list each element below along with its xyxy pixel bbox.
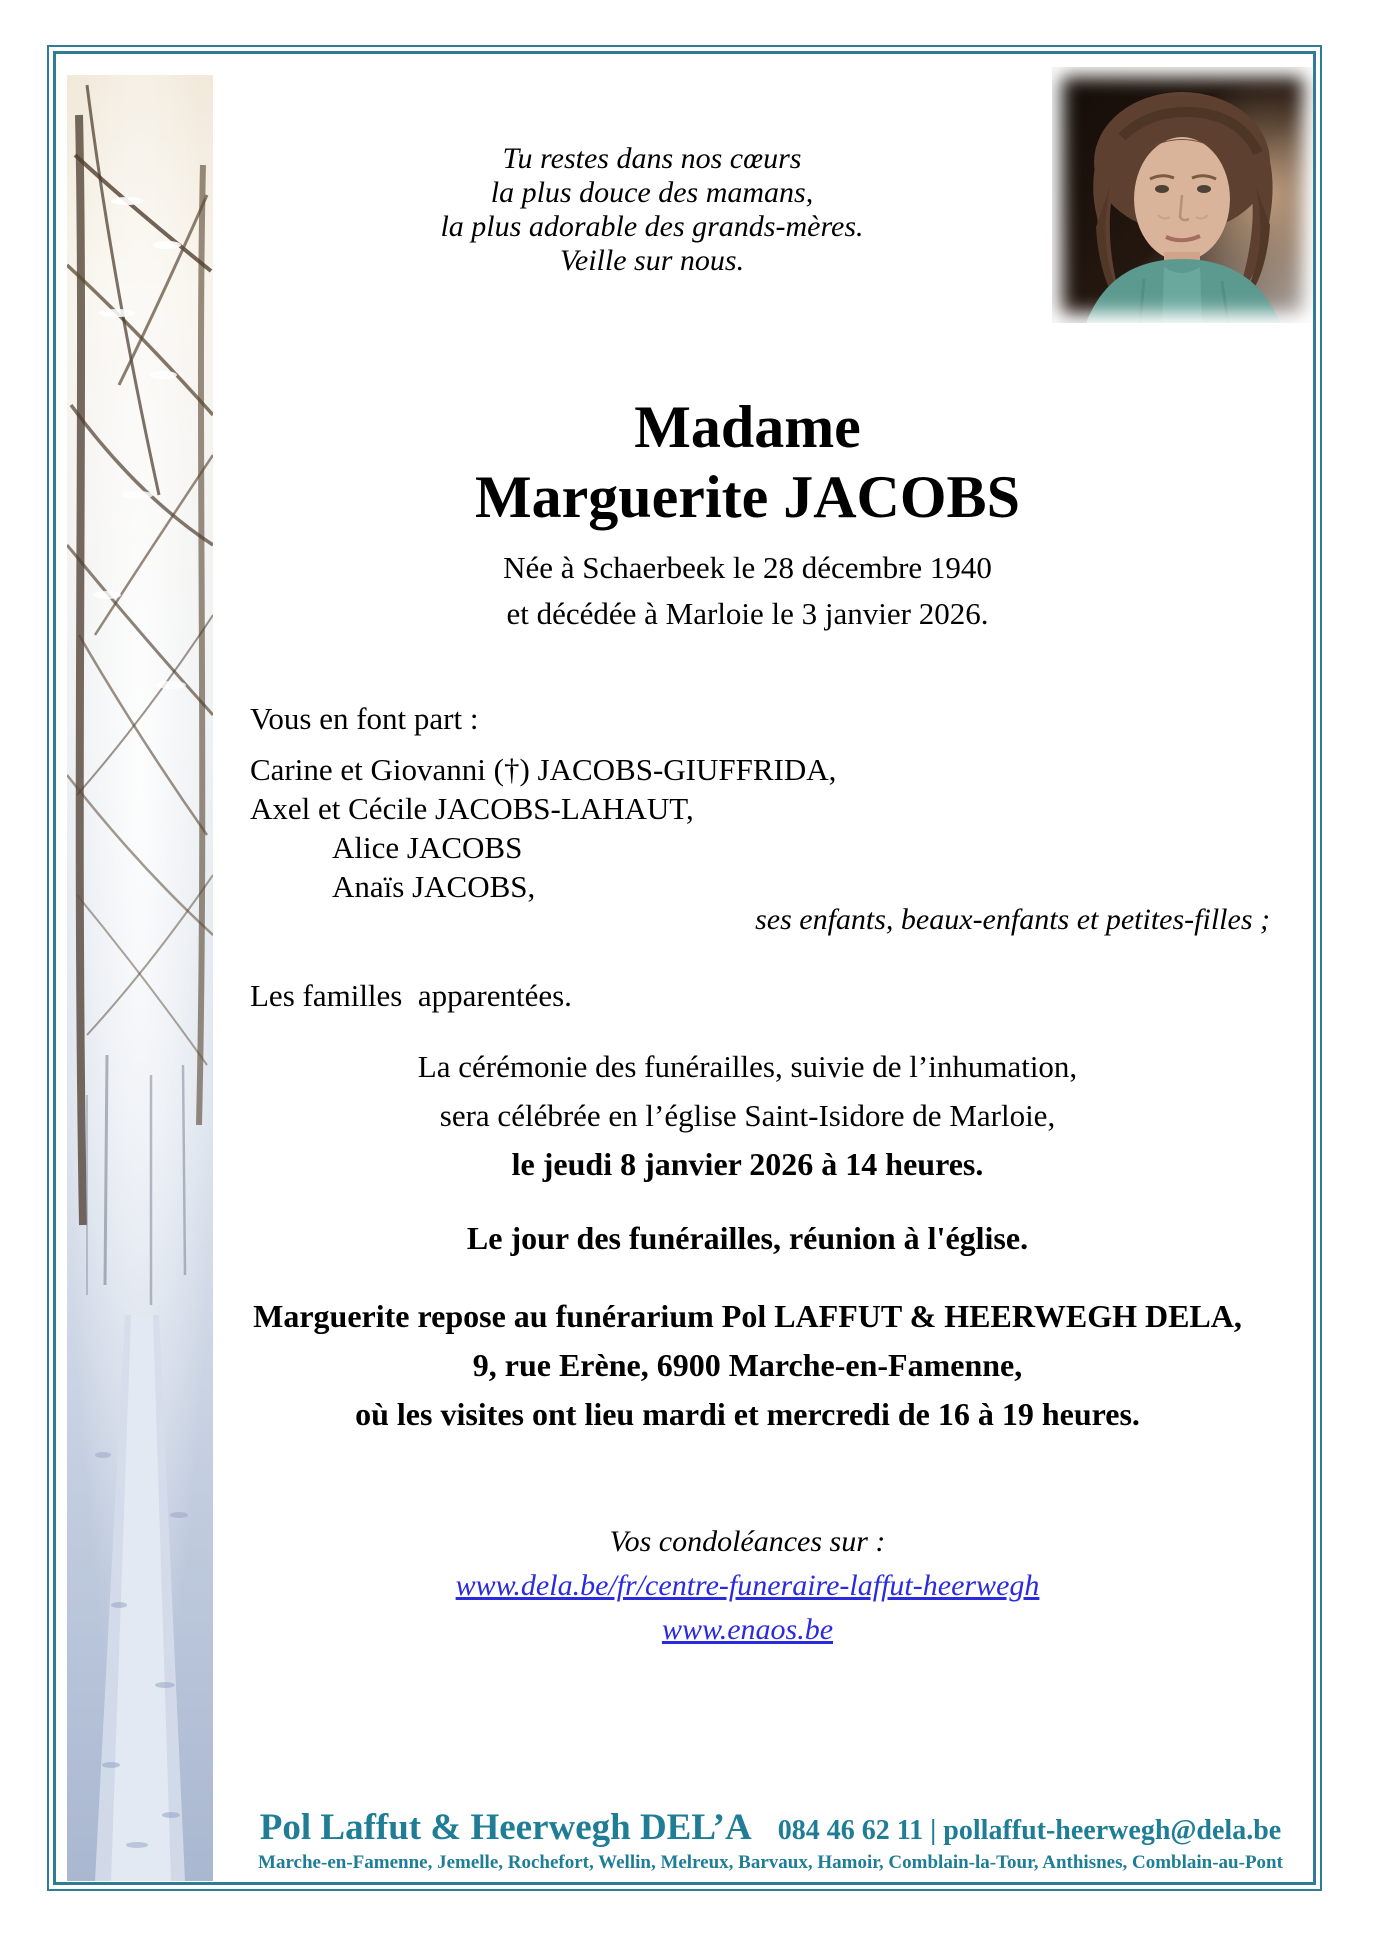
repose-line: Marguerite repose au funérarium Pol LAFFUT & HEERWEGH DELA, bbox=[253, 1298, 1242, 1334]
repose-visits-line: où les visites ont lieu mardi et mercredi de 16 à 19 heures. bbox=[355, 1396, 1140, 1432]
ceremony-line: La cérémonie des funérailles, suivie de l’inhumation, bbox=[417, 1049, 1078, 1084]
footer-brand-row bbox=[218, 1806, 1323, 1849]
ceremony-block bbox=[215, 1042, 1280, 1189]
footer-locations: Marche-en-Famenne, Jemelle, Rochefort, Wellin, Melreux, Barvaux, Hamoir, Comblain-la-Tour, Anthisnes, Comblain-au-Pont bbox=[258, 1852, 1283, 1873]
condolences-link-enaos[interactable]: www.enaos.be bbox=[661, 1613, 834, 1646]
repose-address-line: 9, rue Erène, 6900 Marche-en-Famenne, bbox=[472, 1347, 1023, 1383]
epigraph-line: la plus douce des mamans, bbox=[490, 176, 814, 209]
relative-line: Alice JACOBS bbox=[332, 830, 523, 865]
relation-line: ses enfants, beaux-enfants et petites-filles ; bbox=[755, 903, 1270, 936]
dates-block bbox=[215, 545, 1280, 637]
condolences-label: Vos condoléances sur : bbox=[609, 1525, 886, 1558]
winter-forest-photo bbox=[67, 75, 213, 1881]
relative-line: Carine et Giovanni (†) JACOBS-GIUFFRIDA, bbox=[250, 752, 837, 787]
relative-line: Axel et Cécile JACOBS-LAHAUT, bbox=[250, 791, 694, 826]
epigraph-line: la plus adorable des grands-mères. bbox=[440, 210, 864, 243]
birth-line: Née à Schaerbeek le 28 décembre 1940 bbox=[503, 550, 992, 585]
relatives-list bbox=[250, 750, 1230, 906]
relative-line: Anaïs JACOBS, bbox=[332, 869, 536, 904]
deceased-civility: Madame bbox=[634, 394, 861, 460]
deceased-title-block bbox=[215, 392, 1280, 532]
portrait-photo bbox=[1052, 67, 1313, 323]
condolences-link-dela[interactable]: www.dela.be/fr/centre-funeraire-laffut-heerwegh bbox=[455, 1569, 1040, 1602]
announcement-intro: Vous en font part : bbox=[250, 701, 479, 736]
epigraph-line: Tu restes dans nos cœurs bbox=[502, 142, 802, 175]
funeral-home-logo: Pol Laffut & Heerwegh DEL’A bbox=[259, 1807, 752, 1848]
footer-contact: 084 46 62 11 | pollaffut-heerwegh@dela.be bbox=[777, 1815, 1282, 1846]
epigraph bbox=[218, 142, 1086, 278]
condolences-block bbox=[215, 1520, 1280, 1652]
repose-block bbox=[215, 1292, 1280, 1439]
ceremony-date-line: le jeudi 8 janvier 2026 à 14 heures. bbox=[511, 1146, 984, 1182]
meeting-line: Le jour des funérailles, réunion à l'église. bbox=[466, 1220, 1029, 1256]
deceased-name: Marguerite JACOBS bbox=[475, 464, 1020, 530]
families-line: Les familles apparentées. bbox=[250, 978, 572, 1013]
ceremony-line: sera célébrée en l’église Saint-Isidore de Marloie, bbox=[439, 1098, 1056, 1133]
epigraph-line: Veille sur nous. bbox=[559, 244, 745, 277]
death-line: et décédée à Marloie le 3 janvier 2026. bbox=[506, 596, 989, 631]
